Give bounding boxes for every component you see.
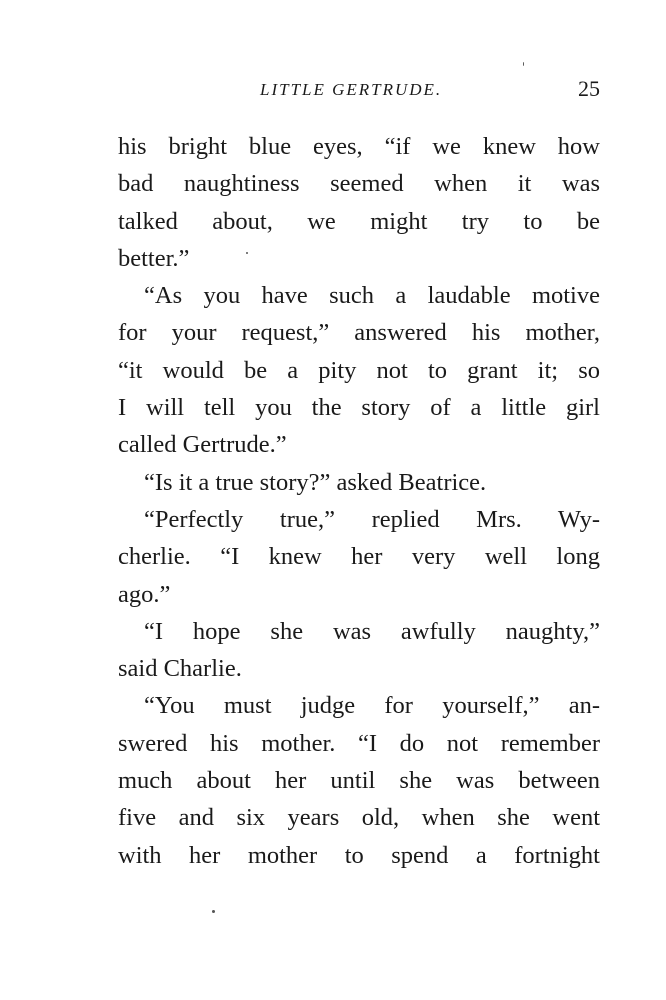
text-line: “As you have such a laudable motive <box>144 282 600 310</box>
text-line: much about her until she was between <box>118 767 600 795</box>
text-line: his bright blue eyes, “if we knew how <box>118 133 600 160</box>
text-line: “You must judge for yourself,” an- <box>144 692 600 720</box>
text-line: cherlie. “I knew her very well long <box>118 543 600 571</box>
text-line: “Perfectly true,” replied Mrs. Wy- <box>144 505 600 533</box>
text-line: with her mother to spend a fortnight <box>118 841 600 869</box>
paper-speck <box>246 252 248 254</box>
text-line: I will tell you the story of a little girl <box>118 394 600 422</box>
text-line: “I hope she was awfully naughty,” <box>144 617 600 645</box>
body-text <box>118 128 600 874</box>
text-line: “Is it a true story?” asked Beatrice. <box>144 468 487 496</box>
text-line: talked about, we might try to be <box>118 207 600 235</box>
text-line: said Charlie. <box>118 655 242 683</box>
text-line: “it would be a pity not to grant it; so <box>118 356 600 384</box>
running-head <box>120 76 600 106</box>
page-number: 25 <box>578 76 600 101</box>
text-line: five and six years old, when she went <box>118 804 600 832</box>
text-line: ago.” <box>118 580 171 608</box>
text-line: better.” <box>118 244 190 272</box>
paper-speck <box>212 910 215 913</box>
running-title: LITTLE GERTRUDE. <box>260 80 443 99</box>
text-line: for your request,” answered his mother, <box>118 319 600 347</box>
text-line: called Gertrude.” <box>118 431 287 459</box>
paper-speck <box>523 62 524 66</box>
text-line: swered his mother. “I do not remember <box>118 729 600 757</box>
text-line: bad naughtiness seemed when it was <box>118 170 600 198</box>
